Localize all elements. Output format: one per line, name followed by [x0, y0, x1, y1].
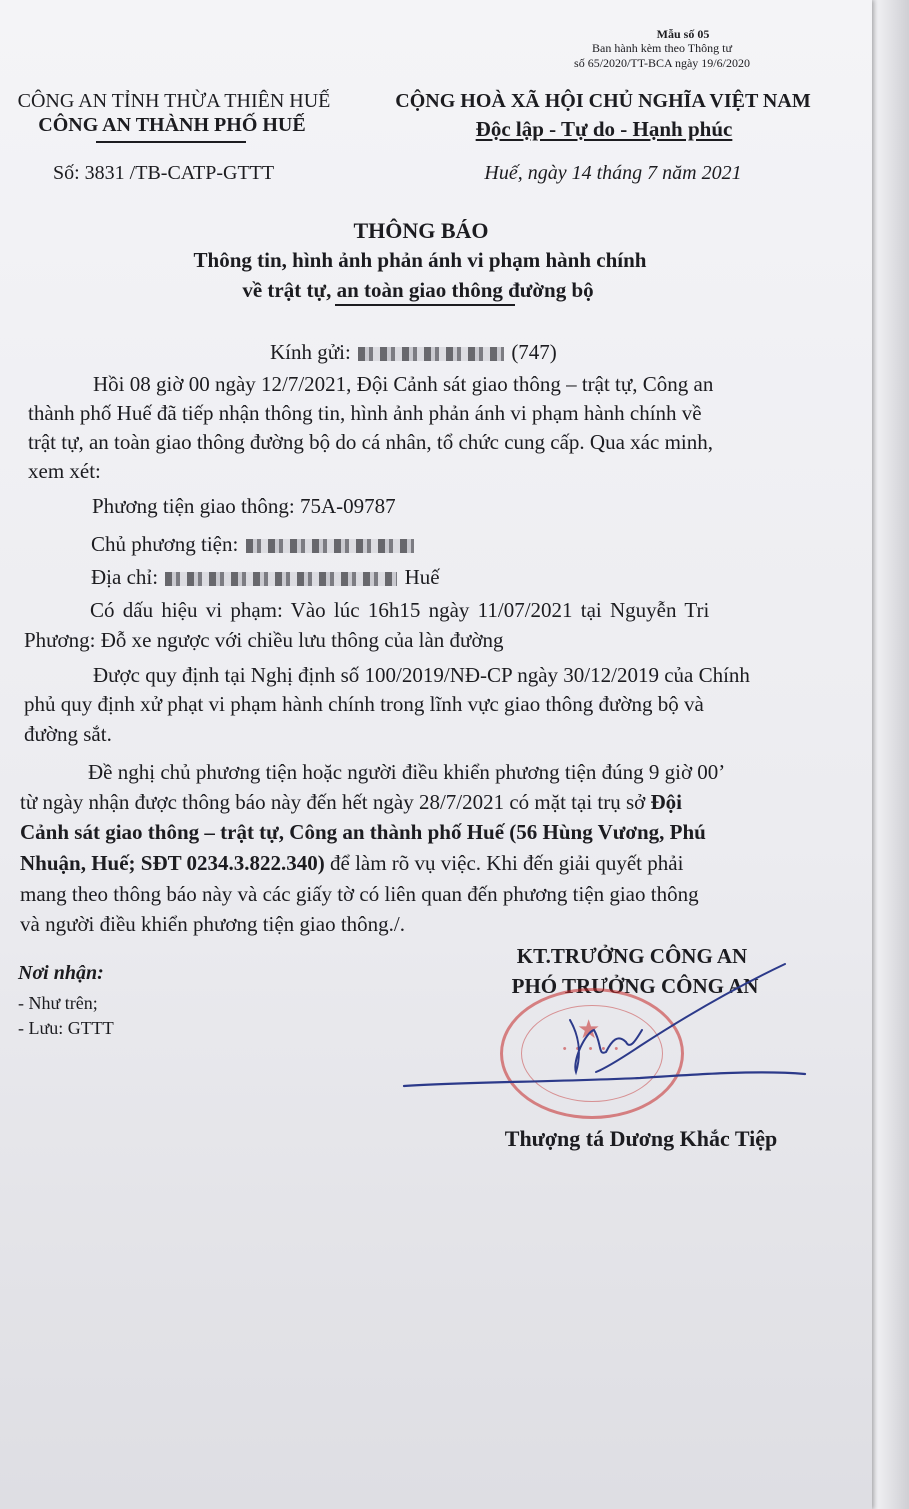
body-p1-line1: Hồi 08 giờ 00 ngày 12/7/2021, Đội Cảnh sát giao thông – trật tự, Công an [93, 372, 714, 396]
recipient-line [270, 340, 557, 365]
request-line2 [20, 790, 682, 815]
body-p1-line4: xem xét: [28, 459, 101, 483]
recipients-item-1: - Như trên; [18, 993, 98, 1013]
nation-motto: Độc lập - Tự do - Hạnh phúc [475, 117, 733, 141]
address-line [91, 565, 440, 590]
signature-title-2: PHÓ TRƯỞNG CÔNG AN [511, 974, 759, 998]
request-line5: mang theo thông báo này và các giấy tờ có liên quan đến phương tiện giao thông [20, 882, 699, 906]
violation-line2: Phương: Đỗ xe ngược với chiều lưu thông của làn đường [24, 628, 504, 652]
form-issued-line1: Ban hành kèm theo Thông tư [592, 41, 732, 55]
violation-line1: Có dấu hiệu vi phạm: Vào lúc 16h15 ngày 11/07/2021 tại Nguyễn Tri [90, 598, 710, 622]
form-issued-line2: số 65/2020/TT-BCA ngày 19/6/2020 [574, 56, 750, 70]
body-p1-line2: thành phố Huế đã tiếp nhận thông tin, hình ảnh phản ánh vi phạm hành chính về [28, 401, 702, 425]
decree-line1: Được quy định tại Nghị định số 100/2019/NĐ-CP ngày 30/12/2019 của Chính [93, 663, 750, 687]
document-number: Số: 3831 /TB-CATP-GTTT [53, 162, 275, 184]
form-number: Mẫu số 05 [656, 27, 710, 41]
owner-line [91, 532, 416, 557]
body-p1-line3: trật tự, an toàn giao thông đường bộ do cá nhân, tổ chức cung cấp. Qua xác minh, [28, 430, 713, 454]
signature-title-1: KT.TRƯỞNG CÔNG AN [516, 944, 748, 968]
request-line4 [20, 851, 683, 876]
stamp-emblem: • • • • • [562, 1043, 622, 1055]
decree-line2: phủ quy định xử phạt vi phạm hành chính trong lĩnh vực giao thông đường bộ và [24, 692, 704, 716]
redacted-address [165, 572, 397, 586]
document-title: THÔNG BÁO [353, 218, 489, 243]
vehicle-plate: Phương tiện giao thông: 75A-09787 [92, 494, 396, 518]
request-line1: Đề nghị chủ phương tiện hoặc người điều khiển phương tiện đúng 9 giờ 00’ [88, 760, 726, 784]
recipient-label: Kính gửi: [270, 340, 351, 364]
title-underline [335, 304, 515, 306]
document-subtitle-2: về trật tự, an toàn giao thông đường bộ [242, 278, 594, 302]
nation-title: CỘNG HOÀ XÃ HỘI CHỦ NGHĨA VIỆT NAM [395, 90, 811, 112]
redacted-owner-name [246, 539, 414, 553]
address-label: Địa chỉ: [91, 565, 159, 589]
stamp-star-icon: ★ [577, 1015, 601, 1045]
request-line4-text: để làm rõ vụ việc. Khi đến giải quyết phải [324, 851, 684, 875]
document-subtitle-1: Thông tin, hình ảnh phản ánh vi phạm hành chính [193, 248, 647, 272]
request-line3: Cảnh sát giao thông – trật tự, Công an thành phố Huế (56 Hùng Vương, Phú [20, 820, 706, 844]
recipient-suffix: (747) [511, 340, 557, 364]
signer-name: Thượng tá Dương Khắc Tiệp [504, 1126, 778, 1151]
agency-name: CÔNG AN THÀNH PHỐ HUẾ [38, 114, 306, 136]
recipients-title: Nơi nhận: [18, 962, 104, 984]
request-line2-text: từ ngày nhận được thông báo này đến hết ngày 28/7/2021 có mặt tại trụ sở [20, 790, 651, 814]
document-date: Huế, ngày 14 tháng 7 năm 2021 [484, 162, 742, 184]
agency-underline [96, 141, 246, 143]
handwritten-signature [400, 960, 820, 1100]
recipients-item-2: - Lưu: GTTT [18, 1018, 114, 1038]
request-line4-bold: Nhuận, Huế; SĐT 0234.3.822.340) [20, 851, 325, 875]
request-line6: và người điều khiển phương tiện giao thông./. [20, 912, 406, 936]
agency-parent: CÔNG AN TỈNH THỪA THIÊN HUẾ [17, 90, 331, 112]
address-suffix: Huế [404, 565, 440, 589]
decree-line3: đường sắt. [24, 722, 112, 746]
request-line2-bold: Đội [650, 790, 683, 814]
owner-label: Chủ phương tiện: [91, 532, 239, 556]
redacted-recipient-name [358, 347, 504, 361]
